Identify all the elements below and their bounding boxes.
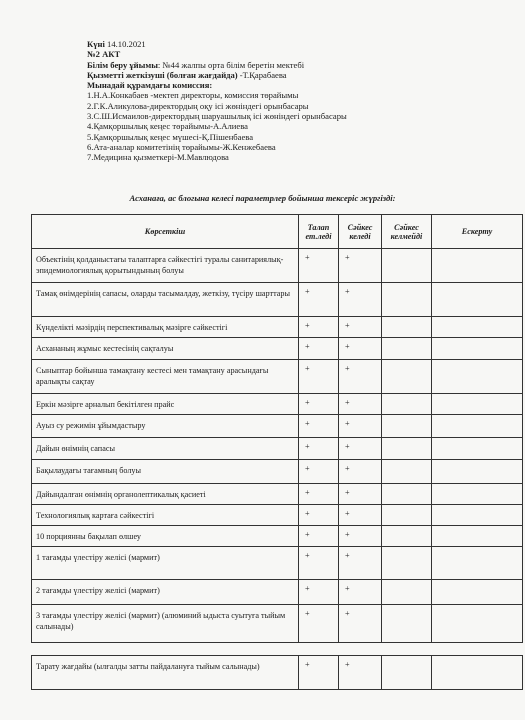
member-2: 2.Г.К.Аликулова-директордың оқу ісі жөніндегі орынбасары	[87, 100, 309, 111]
indicator-cell: 2 тағамды үлестіру желісі (мармит)	[32, 580, 299, 605]
indicator-cell: 10 порциянны бақылап өлшеу	[32, 526, 299, 547]
indicator-cell: Күнделікті мәзірдің перспективалық мәзірге сәйкестігі	[32, 317, 299, 338]
indicator-cell: Тарату жағдайы (ылғалды затты пайдалануға тыйым салынады)	[32, 656, 299, 690]
note-cell	[432, 249, 523, 283]
required-cell: +	[299, 526, 339, 547]
matches-cell: +	[339, 338, 382, 360]
note-cell	[432, 394, 523, 415]
commission-label: Мынадай құрамдағы комиссия:	[87, 80, 213, 91]
indicator-cell: Еркін мәзірге арналып бекітілген прайс	[32, 394, 299, 415]
indicator-cell: Бақылаудағы тағамның болуы	[32, 460, 299, 484]
indicator-cell: Ауыз су режимін ұйымдастыру	[32, 415, 299, 438]
indicator-cell: Дайындалған өнімнің органолептикалық қасиеті	[32, 484, 299, 505]
note-cell	[432, 283, 523, 317]
not-matches-cell	[382, 547, 432, 580]
date-label: Күні	[87, 39, 105, 49]
note-cell	[432, 460, 523, 484]
org-value: : №44 жалпы орта білім беретін мектебі	[157, 59, 305, 70]
table-row	[32, 547, 523, 580]
not-matches-cell	[382, 283, 432, 317]
required-cell: +	[299, 317, 339, 338]
table-row	[32, 580, 523, 605]
note-cell	[432, 505, 523, 526]
note-cell	[432, 605, 523, 643]
member-1: 1.Н.А.Конкабаев -мектеп директоры, комиссия төрайымы	[87, 90, 299, 101]
note-cell	[432, 484, 523, 505]
table-row	[32, 605, 523, 643]
not-matches-cell	[382, 438, 432, 460]
note-cell	[432, 547, 523, 580]
inspection-table	[31, 214, 523, 643]
act-number: №2 АКТ	[87, 49, 121, 60]
table-row	[32, 360, 523, 394]
indicator-cell: Дайын өнімнің сапасы	[32, 438, 299, 460]
required-cell: +	[299, 580, 339, 605]
indicator-cell: Объектінің қолданыстағы талаптарға сәйкестігі туралы санитариялық-эпидемиологиялық қорытындының болуы	[32, 249, 299, 283]
matches-cell: +	[339, 249, 382, 283]
matches-cell: +	[339, 394, 382, 415]
provider-value: -Т.Қарабаева	[237, 69, 287, 80]
required-cell: +	[299, 460, 339, 484]
table-row	[32, 505, 523, 526]
indicator-cell: Технологиялық картаға сәйкестігі	[32, 505, 299, 526]
table-row	[32, 283, 523, 317]
matches-cell: +	[339, 460, 382, 484]
required-cell: +	[299, 338, 339, 360]
matches-cell: +	[339, 360, 382, 394]
date-value: 14.10.2021	[107, 39, 146, 49]
not-matches-cell	[382, 505, 432, 526]
matches-cell: +	[339, 484, 382, 505]
col-not-matches-header: Сәйкес келмейді	[382, 215, 432, 249]
not-matches-cell	[382, 317, 432, 338]
table-row	[32, 484, 523, 505]
not-matches-cell	[382, 526, 432, 547]
col-matches-header: Сәйкес келеді	[339, 215, 382, 249]
indicator-cell: Тамақ өнімдерінің сапасы, оларды тасымалдау, жеткізу, түсіру шарттары	[32, 283, 299, 317]
table-row	[32, 460, 523, 484]
inspection-table-continued	[31, 655, 523, 690]
org-label: Білім беру ұйымы	[87, 59, 158, 70]
col-required-header: Талап ет.ледi	[299, 215, 339, 249]
member-3: 3.С.Ш.Исмаилов-директордың шаруашылық ісі жөніндегі орынбасары	[87, 111, 347, 122]
matches-cell: +	[339, 605, 382, 643]
org-line	[87, 60, 347, 70]
col-note-header: Ескерту	[432, 215, 523, 249]
not-matches-cell	[382, 460, 432, 484]
not-matches-cell	[382, 484, 432, 505]
indicator-cell: Асхананың жұмыс кестесінің сақталуы	[32, 338, 299, 360]
indicator-cell: 1 тағамды үлестіру желісі (мармит)	[32, 547, 299, 580]
table-row	[32, 338, 523, 360]
table-row	[32, 394, 523, 415]
indicator-cell: 3 тағамды үлестіру желісі (мармит) (алюминий ыдыста суытуға тыйым салынады)	[32, 605, 299, 643]
not-matches-cell	[382, 415, 432, 438]
not-matches-cell	[382, 605, 432, 643]
table-row	[32, 656, 523, 690]
provider-label: Қызметті жеткізуші (болған жағдайда)	[87, 69, 238, 80]
member-5: 5.Қамқоршылық кеңес мүшесі-Қ.Пішенбаева	[87, 131, 254, 142]
required-cell: +	[299, 360, 339, 394]
provider-line	[87, 70, 347, 80]
matches-cell: +	[339, 283, 382, 317]
table-header-row	[32, 215, 523, 249]
note-cell	[432, 580, 523, 605]
not-matches-cell	[382, 580, 432, 605]
note-cell	[432, 338, 523, 360]
table-row	[32, 249, 523, 283]
matches-cell: +	[339, 438, 382, 460]
required-cell: +	[299, 415, 339, 438]
col-indicator-header: Көрсеткіш	[32, 215, 299, 249]
required-cell: +	[299, 484, 339, 505]
matches-cell: +	[339, 656, 382, 690]
member-6: 6.Ата-аналар комитетінің төрайымы-Ж.Кенжебаева	[87, 141, 276, 152]
note-cell	[432, 438, 523, 460]
required-cell: +	[299, 505, 339, 526]
section-title: Асханаға, ас блогына келесі параметрлер бойынша тексеріс жүргізді:	[129, 193, 396, 203]
matches-cell: +	[339, 415, 382, 438]
matches-cell: +	[339, 547, 382, 580]
not-matches-cell	[382, 656, 432, 690]
required-cell: +	[299, 249, 339, 283]
member-7: 7.Медицина қызметкері-М.Мавлюдова	[87, 152, 229, 163]
table-row	[32, 415, 523, 438]
matches-cell: +	[339, 580, 382, 605]
note-cell	[432, 415, 523, 438]
required-cell: +	[299, 605, 339, 643]
matches-cell: +	[339, 526, 382, 547]
note-cell	[432, 656, 523, 690]
indicator-cell: Сыныптар бойынша тамақтану кестесі мен тамақтану арасындағы аралықты сақтау	[32, 360, 299, 394]
matches-cell: +	[339, 505, 382, 526]
not-matches-cell	[382, 394, 432, 415]
act-header	[87, 39, 347, 163]
table-row	[32, 317, 523, 338]
member-4: 4.Қамқоршылық кеңес төрайымы-А.Алиева	[87, 121, 248, 132]
date-line	[87, 39, 347, 49]
required-cell: +	[299, 283, 339, 317]
note-cell	[432, 317, 523, 338]
matches-cell: +	[339, 317, 382, 338]
table-row	[32, 526, 523, 547]
not-matches-cell	[382, 338, 432, 360]
note-cell	[432, 360, 523, 394]
table-row	[32, 438, 523, 460]
required-cell: +	[299, 394, 339, 415]
required-cell: +	[299, 656, 339, 690]
required-cell: +	[299, 438, 339, 460]
note-cell	[432, 526, 523, 547]
not-matches-cell	[382, 360, 432, 394]
required-cell: +	[299, 547, 339, 580]
not-matches-cell	[382, 249, 432, 283]
